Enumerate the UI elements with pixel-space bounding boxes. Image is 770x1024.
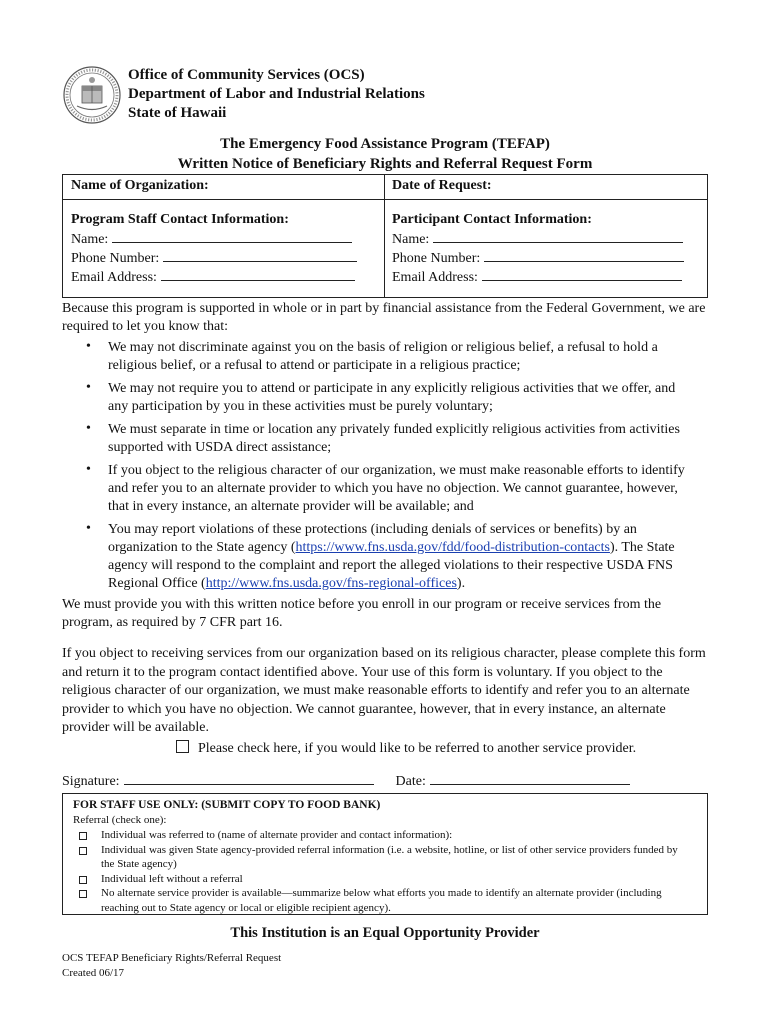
fns-regional-offices-link[interactable]: http://www.fns.usda.gov/fns-regional-offices (205, 576, 457, 591)
state-seal-icon (63, 66, 121, 124)
signature-row (62, 772, 630, 790)
bullet-icon: • (86, 421, 91, 436)
organization-header (128, 66, 425, 123)
program-title: The Emergency Food Assistance Program (TEFAP) (220, 136, 550, 152)
bullet-text: You may report violations of these protections (including denials of services or benefits) by an organization to the State agency ( (108, 522, 637, 555)
staff-use-heading: FOR STAFF USE ONLY: (SUBMIT COPY TO FOOD BANK) (73, 799, 381, 811)
contact-info-table (62, 174, 708, 298)
referral-request-checkbox-row[interactable] (176, 740, 636, 757)
form-name: OCS TEFAP Beneficiary Rights/Referral Request (62, 952, 282, 964)
list-item (80, 339, 690, 375)
staff-name-label: Name: (71, 232, 109, 247)
state-name: State of Hawaii (128, 105, 227, 121)
bullet-icon: • (86, 462, 91, 477)
staff-phone-label: Phone Number: (71, 251, 160, 266)
bullet-icon: • (86, 339, 91, 354)
checkbox-icon[interactable] (79, 832, 87, 840)
signature-label: Signature: (62, 774, 120, 789)
equal-opportunity-statement: This Institution is an Equal Opportunity Provider (230, 925, 540, 941)
list-item (80, 462, 690, 516)
bullet-text: We must separate in time or location any privately funded explicitly religious activities from activities supported with USDA direct assistance; (108, 422, 680, 455)
referral-option-text: Individual was referred to (name of alternate provider and contact information): (101, 829, 453, 841)
staff-contact-fields (71, 230, 357, 287)
participant-name-label: Name: (392, 232, 430, 247)
participant-contact-label: Participant Contact Information: (392, 212, 592, 227)
date-field[interactable] (430, 772, 630, 785)
table-divider-vertical (384, 175, 385, 297)
objection-paragraph: If you object to receiving services from our organization based on its religious character, please complete this form and return it to the program contact identified above. Your use of this form is voluntary. If you object to the religious character of our organization, we must make reasonable efforts to identify and refer you to an alternate provider to which you have no objection. We cannot guarantee, however, that in every instance, an alternate provider will be available. (62, 646, 706, 735)
checkbox-icon[interactable] (79, 890, 87, 898)
list-item[interactable] (73, 843, 693, 872)
name-of-organization-label[interactable]: Name of Organization: (71, 178, 209, 193)
bullet-text: ). (456, 576, 466, 591)
bullet-text: We may not discriminate against you on the basis of religion or religious belief, a refusal to hold a religious belief, or a refusal to attend or participate in a religious practice; (108, 340, 658, 373)
form-footer (62, 951, 281, 981)
rights-list (80, 339, 690, 598)
referral-subheading: Referral (check one): (73, 814, 167, 826)
org-name: Office of Community Services (OCS) (128, 67, 365, 83)
list-item[interactable] (73, 872, 693, 887)
referral-option-text: No alternate service provider is available—summarize below what efforts you made to identify an alternate provider (including reaching out to State agency or local or eligible recipient agency). (101, 887, 662, 914)
staff-contact-label: Program Staff Contact Information: (71, 212, 289, 227)
participant-phone-label: Phone Number: (392, 251, 481, 266)
checkbox-icon[interactable] (79, 876, 87, 884)
referral-checkbox-label: Please check here, if you would like to be referred to another service provider. (198, 741, 637, 756)
participant-phone-field[interactable] (484, 249, 684, 262)
date-label: Date: (395, 774, 426, 789)
referral-option-text: Individual was given State agency-provided referral information (i.e. a website, hotline, or list of other service providers funded by the State agency) (101, 843, 678, 870)
referral-checkbox[interactable] (176, 740, 189, 753)
form-title (62, 134, 708, 174)
bullet-icon: • (86, 380, 91, 395)
staff-email-label: Email Address: (71, 270, 157, 285)
list-item (80, 521, 690, 593)
referral-options-list (73, 828, 693, 915)
fns-contacts-link[interactable]: https://www.fns.usda.gov/fdd/food-distribution-contacts (295, 540, 610, 555)
participant-name-field[interactable] (433, 230, 683, 243)
referral-option-text: Individual left without a referral (101, 872, 243, 885)
form-subtitle: Written Notice of Beneficiary Rights and Referral Request Form (177, 156, 593, 172)
staff-phone-field[interactable] (163, 249, 357, 262)
bullet-icon: • (86, 521, 91, 536)
participant-email-field[interactable] (482, 268, 682, 281)
notice-paragraph: We must provide you with this written notice before you enroll in our program or receive services from the program, as required by 7 CFR part 16. (62, 597, 662, 630)
list-item[interactable] (73, 828, 693, 843)
signature-field[interactable] (124, 772, 374, 785)
list-item (80, 421, 690, 457)
department-name: Department of Labor and Industrial Relations (128, 86, 425, 102)
table-divider-horizontal (63, 199, 707, 200)
participant-contact-fields (392, 230, 684, 287)
staff-email-field[interactable] (161, 268, 355, 281)
bullet-text: ). The State agency will respond to the complaint and report the alleged violations to their respective USDA FNS Regional Office ( (108, 540, 675, 591)
staff-use-only-box (62, 793, 708, 915)
bullet-text: We may not require you to attend or participate in any explicitly religious activities that we offer, and any participation by you in these activities must be purely voluntary; (108, 381, 676, 414)
list-item[interactable] (73, 886, 693, 915)
participant-email-label: Email Address: (392, 270, 478, 285)
bullet-text: If you object to the religious character of our organization, we must make reasonable efforts to identify and refer you to an alternate provider to which you have no objection. We cannot guarantee, however, that in every instance, an alternate provider will be available; and (108, 463, 685, 514)
created-date: Created 06/17 (62, 967, 125, 979)
list-item (80, 380, 690, 416)
checkbox-icon[interactable] (79, 847, 87, 855)
date-of-request-label[interactable]: Date of Request: (392, 178, 492, 193)
staff-name-field[interactable] (112, 230, 352, 243)
intro-paragraph: Because this program is supported in whole or in part by financial assistance from the Federal Government, we are required to let you know that: (62, 301, 706, 334)
